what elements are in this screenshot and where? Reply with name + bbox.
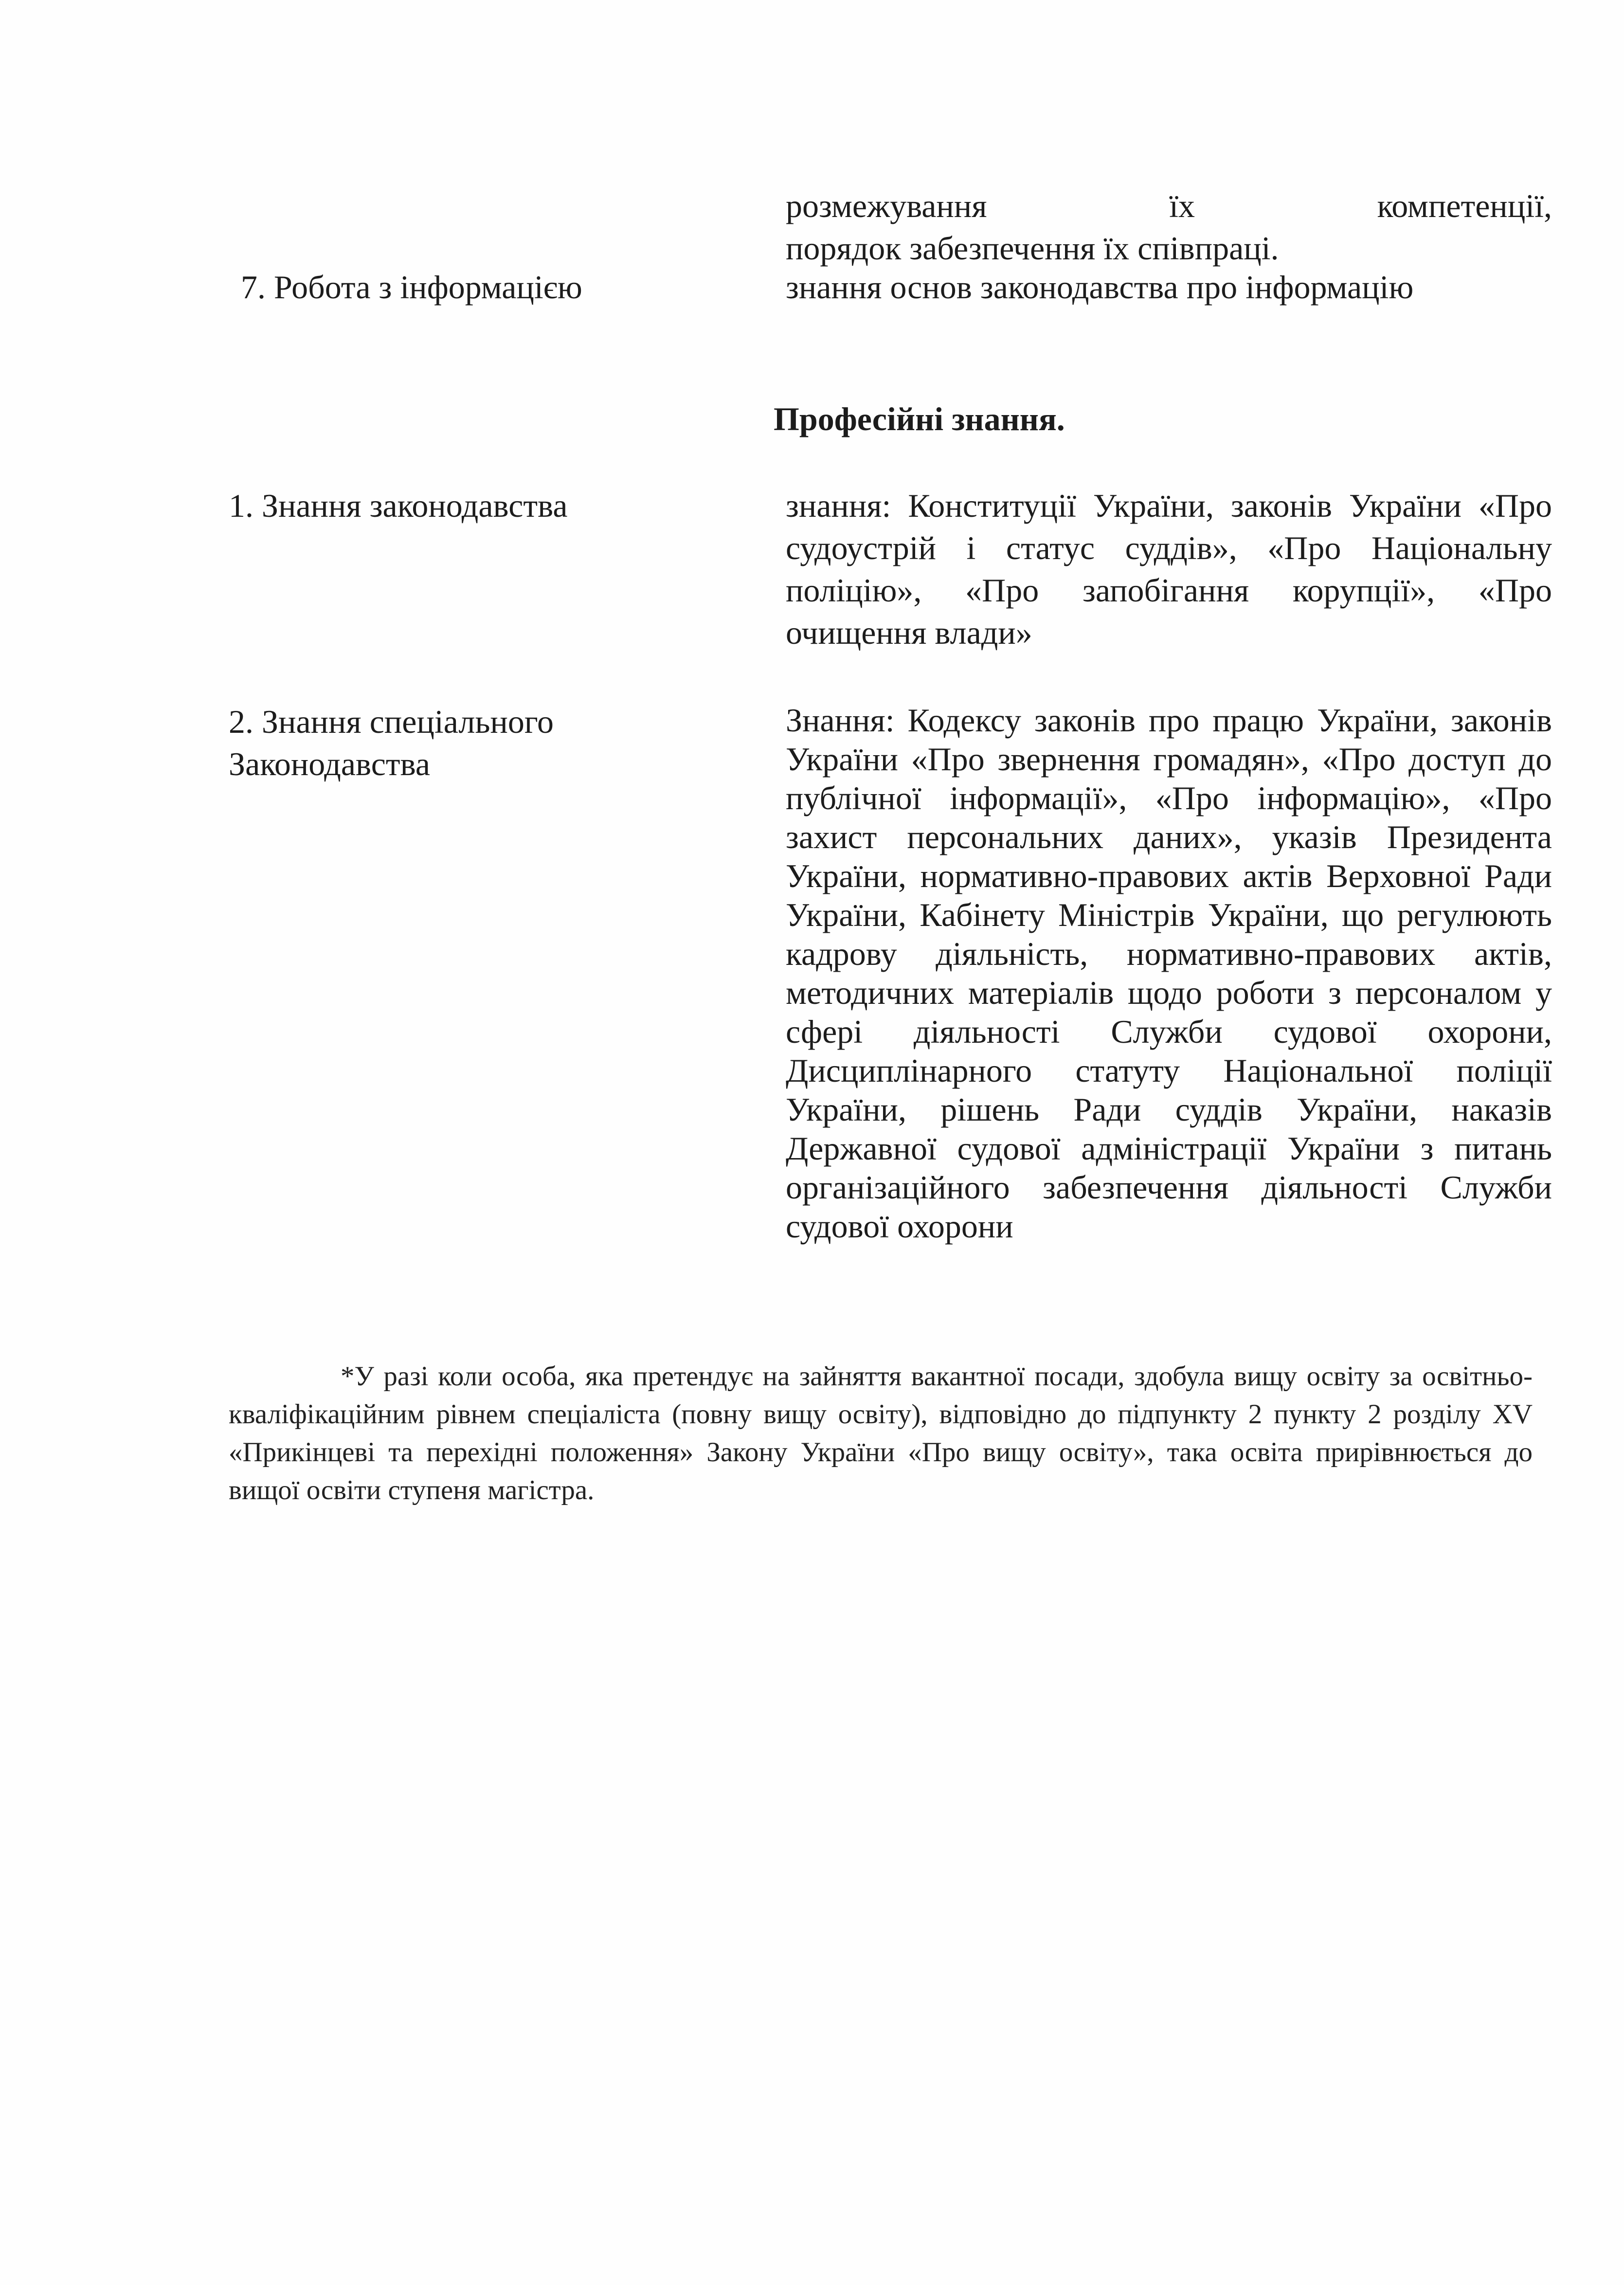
footnote: *У разі коли особа, яка претендує на зайняття вакантної посади, здобула вищу освіту за освітньо-кваліфікаційним рівнем спеціаліста (повну вищу освіту), відповідно до підпункту 2 пункту 2 розділу XV «Прикінцеві та перехідні положення» Закону України «Про вищу освіту», така освіта прирівнюється до вищої освіти ступеня магістра. xyxy=(229,1361,1533,1505)
professional-item2-text: Знання: Кодексу законів про працю України, законів України «Про звернення громадян», «Про доступ до публічної інформації», «Про інформацію», «Про захист персональних даних», указів Президента України, нормативно-правових актів Верховної Ради України, Кабінету Міністрів України, що регулюють кадрову діяльність, нормативно-правових актів, методичних матеріалів щодо роботи з персоналом у сфері діяльності Служби судової охорони, Дисциплінарного статуту Національної поліції України, рішень Ради суддів України, наказів Державної судової адміністрації України з питань організаційного забезпечення діяльності Служби судової охорони xyxy=(786,702,1552,1245)
professional-item2-label-line1: 2. Знання спеціального xyxy=(229,703,554,740)
continuation-line-2: порядок забезпечення їх співпраці. xyxy=(786,230,1279,267)
item7-text: знання основ законодавства про інформацію xyxy=(786,269,1414,306)
professional-item1-label: 1. Знання законодавства xyxy=(229,487,568,524)
item7-label: 7. Робота з інформацією xyxy=(241,269,582,306)
professional-item1-text: знання: Конституції України, законів України «Про судоустрій і статус суддів», «Про Національну поліцію», «Про запобігання корупції», «Про очищення влади» xyxy=(786,487,1552,651)
professional-item2-label-line2: Законодавства xyxy=(229,745,431,782)
section-heading: Професійні знання. xyxy=(774,400,1065,437)
continuation-line-1: розмежування їх компетенції, xyxy=(786,187,1552,224)
professional-item2-label xyxy=(229,701,754,785)
